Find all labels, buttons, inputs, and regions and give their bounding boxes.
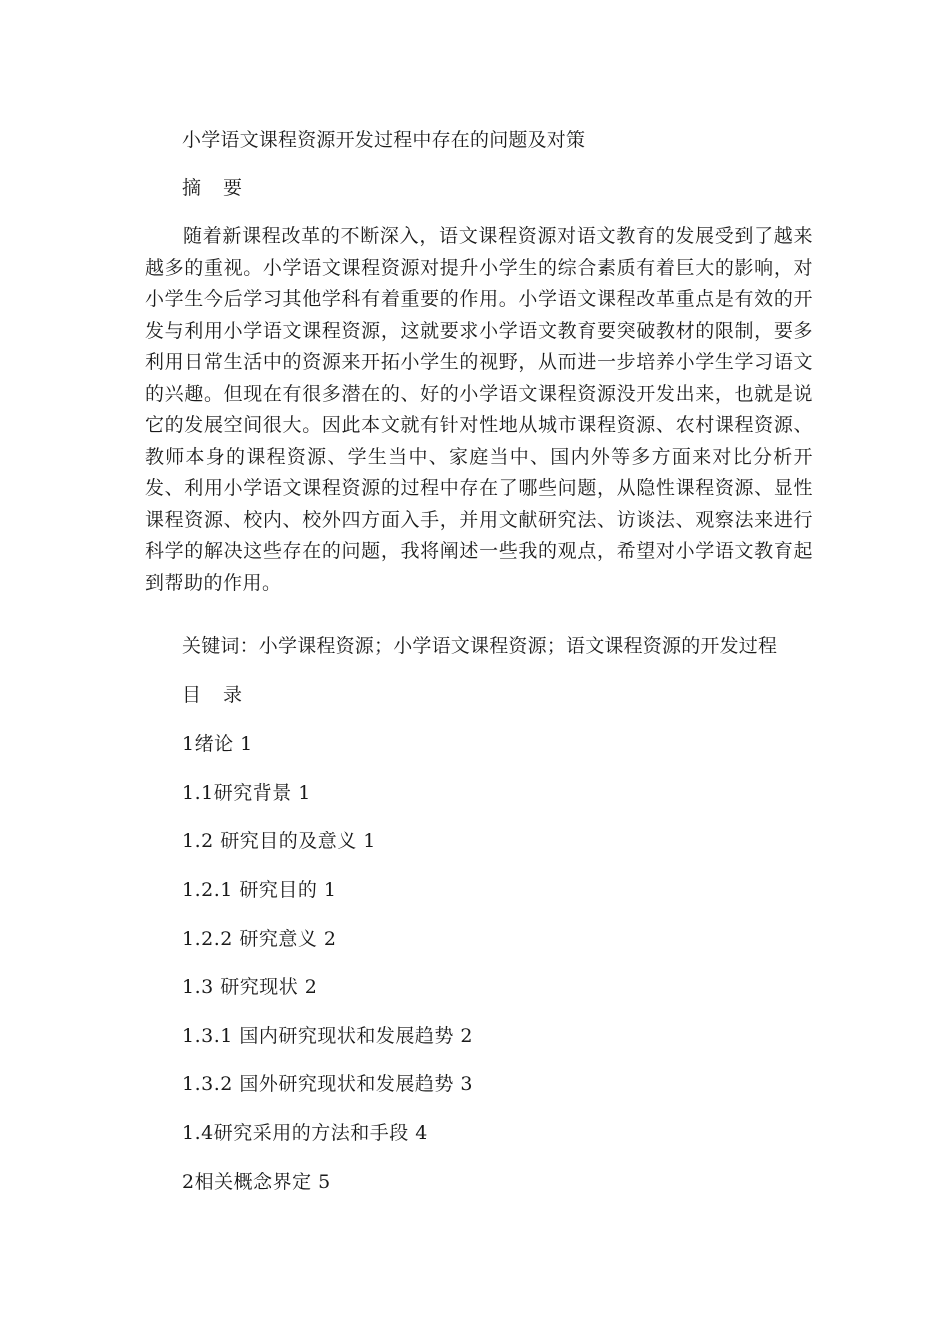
keywords-line: 关键词：小学课程资源；小学语文课程资源；语文课程资源的开发过程: [182, 635, 778, 657]
toc-item[interactable]: 1.1研究背景 1: [182, 782, 311, 804]
toc-item[interactable]: 1.4研究采用的方法和手段 4: [182, 1122, 428, 1144]
toc-heading: 目 录: [182, 684, 251, 706]
document-title: 小学语文课程资源开发过程中存在的问题及对策: [182, 129, 586, 151]
toc-item[interactable]: 1.2.1 研究目的 1: [182, 879, 337, 901]
toc-item[interactable]: 1.2 研究目的及意义 1: [182, 830, 376, 852]
toc-item[interactable]: 1.3.1 国内研究现状和发展趋势 2: [182, 1025, 474, 1047]
toc-item[interactable]: 1.2.2 研究意义 2: [182, 928, 337, 950]
toc-item[interactable]: 1绪论 1: [182, 733, 253, 755]
abstract-heading: 摘 要: [182, 177, 251, 199]
toc-item[interactable]: 2相关概念界定 5: [182, 1171, 331, 1193]
toc-item[interactable]: 1.3 研究现状 2: [182, 976, 318, 998]
toc-item[interactable]: 1.3.2 国外研究现状和发展趋势 3: [182, 1073, 474, 1095]
abstract-body: 随着新课程改革的不断深入，语文课程资源对语文教育的发展受到了越来越多的重视。小学语文课程资源对提升小学生的综合素质有着巨大的影响，对小学生今后学习其他学科有着重要的作用。小学语文课程改革重点是有效的开发与利用小学语文课程资源，这就要求小学语文教育要突破教材的限制，要多利用日常生活中的资源来开拓小学生的视野，从而进一步培养小学生学习语文的兴趣。但现在有很多潜在的、好的小学语文课程资源没开发出来，也就是说它的发展空间很大。因此本文就有针对性地从城市课程资源、农村课程资源、教师本身的课程资源、学生当中、家庭当中、国内外等多方面来对比分析开发、利用小学语文课程资源的过程中存在了哪些问题，从隐性课程资源、显性课程资源、校内、校外四方面入手，并用文献研究法、访谈法、观察法来进行科学的解决这些存在的问题，我将阐述一些我的观点，希望对小学语文教育起到帮助的作用。: [145, 225, 813, 594]
